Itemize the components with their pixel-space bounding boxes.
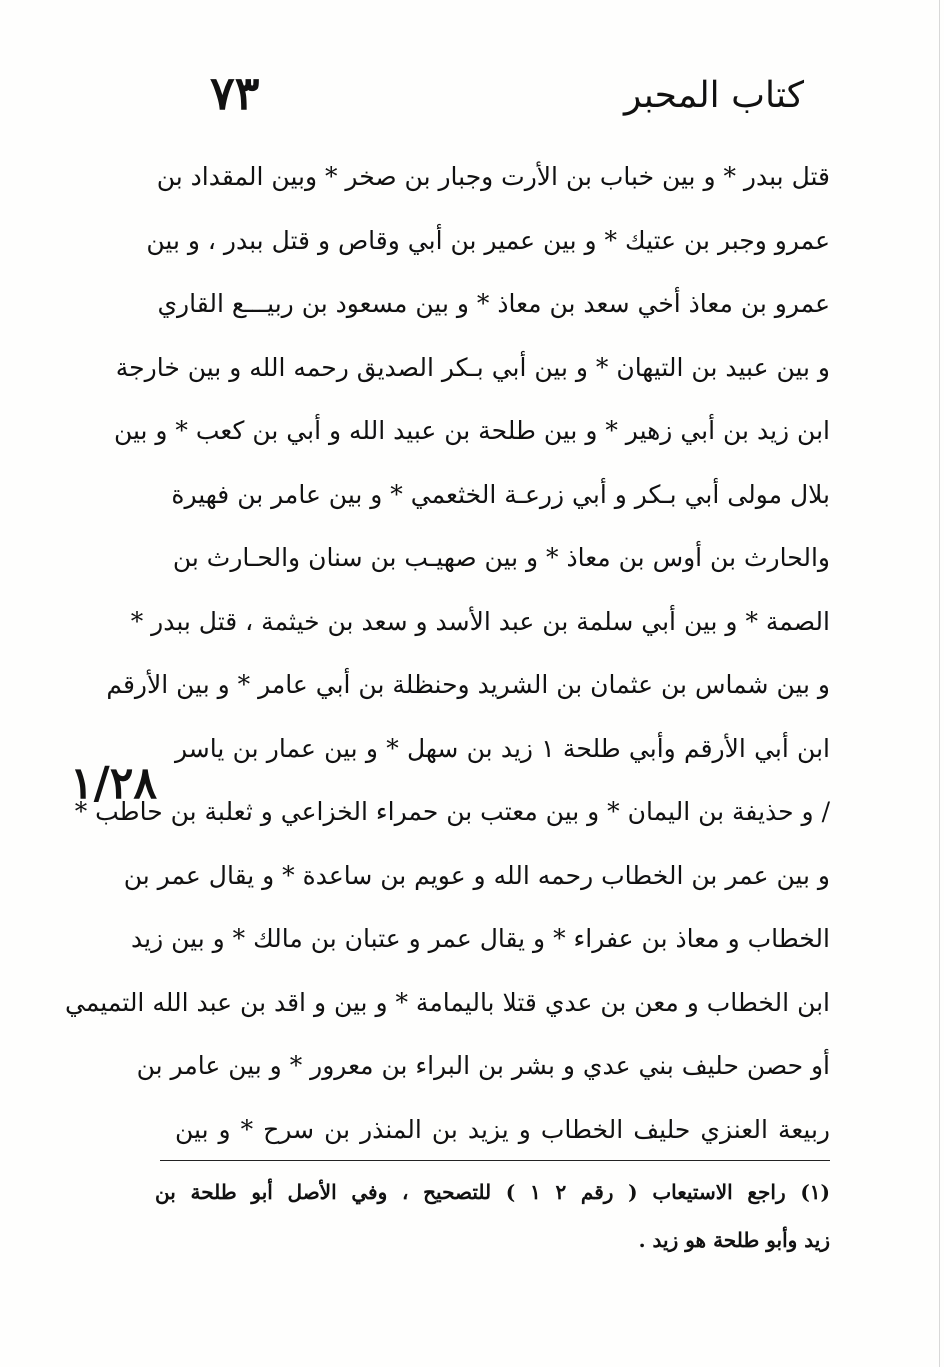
text-line: و بين شماس بن عثمان بن الشريد وحنظلة بن أبي عامر * و بين الأرقم xyxy=(106,670,830,699)
footnote-line: زيد وأبو طلحة هو زيد . xyxy=(638,1228,830,1252)
page-number: ٧٣ xyxy=(210,66,260,120)
text-line: الخطاب و معاذ بن عفراء * و يقال عمر و عتبان بن مالك * و بين زيد xyxy=(131,924,830,953)
page-edge xyxy=(939,0,940,1367)
text-line: / و حذيفة بن اليمان * و بين معتب بن حمراء الخزاعي و ثعلبة بن حاطب * xyxy=(74,797,830,826)
text-line: عمرو بن معاذ أخي سعد بن معاذ * و بين مسعود بن ربيـــع القاري xyxy=(157,289,830,318)
text-line: و بين عبيد بن التيهان * و بين أبي بـكر الصديق رحمه الله و بين خارجة xyxy=(115,352,830,382)
text-line: الصمة * و بين أبي سلمة بن عبد الأسد و سعد بن خيثمة ، قتل ببدر * xyxy=(130,606,830,636)
text-line: ابن أبي الأرقم وأبي طلحة ١ زيد بن سهل * و بين عمار بن ياسر xyxy=(175,733,830,763)
footnote-line: (١) راجع الاستيعاب ( رقم ٢ ١ ) للتصحيح ، وفي الأصل أبو طلحة بن xyxy=(155,1180,831,1204)
text-line: عمرو وجبر بن عتيك * و بين عمير بن أبي وقاص و قتل ببدر ، و بين xyxy=(146,225,830,255)
text-line: ربيعة العنزي حليف الخطاب و يزيد بن المنذر بن سرح * و بين xyxy=(175,1114,830,1144)
text-line: أو حصن حليف بني عدي و بشر بن البراء بن معرور * و بين عامر بن xyxy=(136,1051,830,1080)
margin-reference: ١/٢٨ xyxy=(70,758,157,809)
text-line: قتل ببدر * و بين خباب بن الأرت وجبار بن صخر * وبين المقداد بن xyxy=(156,162,830,191)
text-line: ابن الخطاب و معن بن عدي قتلا باليمامة * و بين و اقد بن عبد الله التميمي xyxy=(64,987,830,1017)
text-line: ابن زيد بن أبي زهير * و بين طلحة بن عبيد الله و أبي بن كعب * و بين xyxy=(113,416,830,445)
footnotes xyxy=(155,1168,830,1264)
text-line: بلال مولى أبي بـكر و أبي زرعـة الخثعمي * و بين عامر بن فهيرة xyxy=(171,479,830,509)
text-line: و بين عمر بن الخطاب رحمه الله و عويم بن ساعدة * و يقال عمر بن xyxy=(123,860,830,890)
text-line: والحارث بن أوس بن معاذ * و بين صهيـب بن سنان والحـارث بن xyxy=(172,543,830,572)
footnote-divider xyxy=(160,1160,830,1161)
running-title: كتاب المحبر xyxy=(623,75,804,116)
